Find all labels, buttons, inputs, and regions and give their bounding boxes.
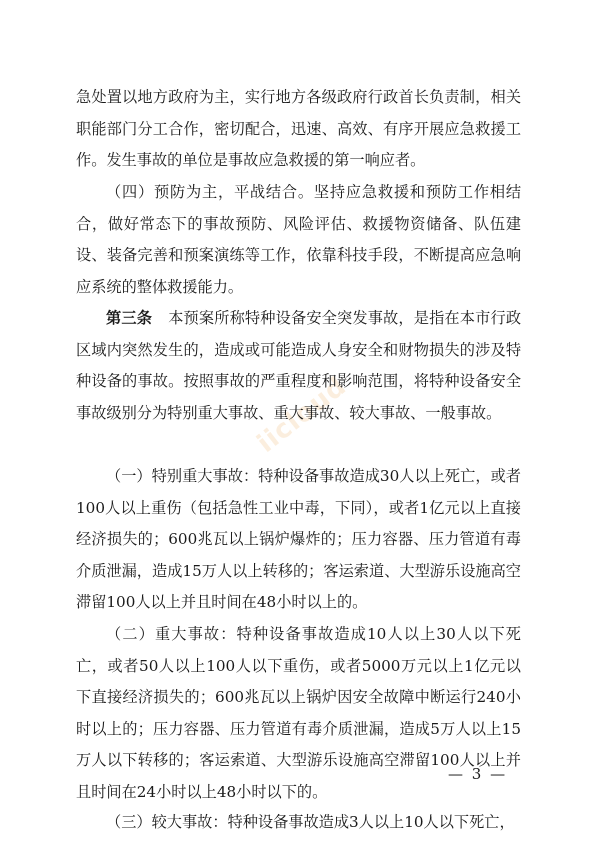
paragraph-article-3: [76, 303, 521, 429]
paragraph-text: 本预案所称特种设备安全突发事故，是指在本市行政区域内突然发生的，造成或可能造成人身安全和财物损失的涉及特种设备的事故。按照事故的严重程度和影响范围，将特种设备安全事故级别分为特别重大事故、重大事故、较大事故、一般事故。: [76, 309, 522, 422]
paragraph-text: （二）重大事故：特种设备事故造成10人以上30人以下死亡，或者50人以上100人以下重伤，或者5000万元以上1亿元以下直接经济损失的；600兆瓦以上锅炉因安全故障中断运行240小时以上的；压力容器、压力管道有毒介质泄漏，造成5万人以上15万人以下转移的；客运索道、大型游乐设施高空滞留100人以上并且时间在24小时以上48小时以下的。: [76, 625, 521, 801]
paragraph-level-1: [76, 461, 521, 619]
paragraph-level-3: [76, 807, 521, 839]
paragraph-text: （一）特别重大事故：特种设备事故造成30人以上死亡，或者100人以上重伤（包括急性工业中毒，下同），或者1亿元以上直接经济损失的；600兆瓦以上锅炉爆炸的；压力容器、压力管道有毒介质泄漏，造成15万人以上转移的；客运索道、大型游乐设施高空滞留100人以上并且时间在48小时以上的。: [76, 467, 521, 611]
paragraph-text: （四）预防为主，平战结合。坚持应急救援和预防工作相结合，做好常态下的事故预防、风险评估、救援物资储备、队伍建设、装备完善和预案演练等工作，依靠科技手段，不断提高应急响应系统的整体救援能力。: [76, 183, 521, 296]
paragraph-1: [76, 82, 521, 177]
watermark: iicloud: [251, 371, 353, 459]
article-heading: 第三条: [106, 309, 153, 327]
paragraph-text: （三）较大事故：特种设备事故造成3人以上10人以下死亡，: [106, 813, 515, 831]
page-number: — 3 —: [448, 765, 508, 783]
paragraph-text: 急处置以地方政府为主，实行地方各级政府行政首长负责制，相关职能部门分工合作，密切配合，迅速、高效、有序开展应急救援工作。发生事故的单位是事故应急救援的第一响应者。: [76, 88, 521, 169]
paragraph-2: [76, 177, 521, 303]
